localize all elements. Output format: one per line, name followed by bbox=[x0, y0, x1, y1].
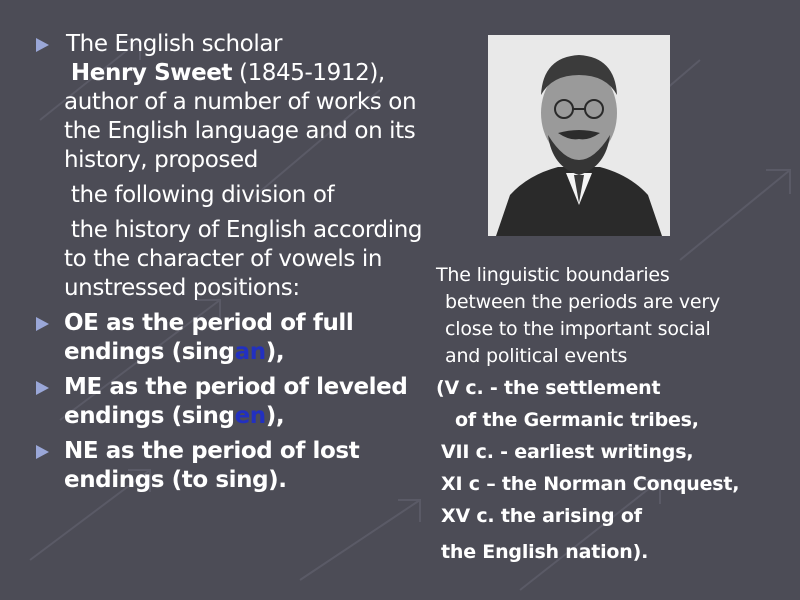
highlight-ending: en bbox=[234, 403, 266, 429]
paragraph-history bbox=[36, 216, 426, 303]
text-line: and political events bbox=[445, 345, 628, 367]
bullet-me bbox=[36, 373, 426, 431]
text-line: ME as the period of leveled endings (sing bbox=[64, 374, 408, 429]
text-line: The English scholar bbox=[66, 31, 283, 57]
bullet-arrow-icon bbox=[36, 381, 49, 395]
text-line: ), bbox=[265, 339, 285, 365]
bullet-ne bbox=[36, 437, 426, 495]
text-line bbox=[64, 60, 416, 173]
bullet-arrow-icon bbox=[36, 38, 49, 52]
text-line: between the periods are very bbox=[445, 291, 721, 313]
text-line: of the Germanic tribes, bbox=[455, 409, 699, 431]
portrait-illustration bbox=[488, 35, 670, 236]
highlight-ending: an bbox=[234, 339, 266, 365]
text-line: the history of English according to the character of vowels in unstressed positions: bbox=[64, 217, 423, 301]
text-line: (1845-1912), author of a number of works on the English language and on its history, proposed bbox=[64, 60, 417, 173]
text-line bbox=[64, 217, 422, 301]
text-line: VII c. - earliest writings, bbox=[441, 441, 694, 463]
right-text-block bbox=[436, 262, 786, 566]
paragraph-henry-sweet bbox=[36, 30, 426, 175]
paragraph-division bbox=[36, 181, 426, 210]
text-line bbox=[64, 182, 334, 208]
text-line: close to the important social bbox=[445, 318, 711, 340]
text-line: OE as the period of full endings (sing bbox=[64, 310, 354, 365]
portrait-photo bbox=[488, 35, 670, 236]
text-line: the following division of bbox=[70, 182, 335, 208]
left-text-column bbox=[36, 30, 426, 501]
text-line: NE as the period of lost endings (to sing). bbox=[64, 438, 360, 493]
name-henry-sweet: Henry Sweet bbox=[70, 60, 233, 86]
text-line: (V c. - the settlement bbox=[436, 377, 661, 399]
bullet-arrow-icon bbox=[36, 445, 49, 459]
text-line: XI c – the Norman Conquest, bbox=[441, 473, 740, 495]
text-line: ), bbox=[265, 403, 285, 429]
text-line: XV c. the arising of bbox=[441, 505, 642, 527]
text-line: The linguistic boundaries bbox=[436, 264, 670, 286]
bullet-oe bbox=[36, 309, 426, 367]
text-line: the English nation). bbox=[441, 541, 649, 563]
bullet-arrow-icon bbox=[36, 317, 49, 331]
